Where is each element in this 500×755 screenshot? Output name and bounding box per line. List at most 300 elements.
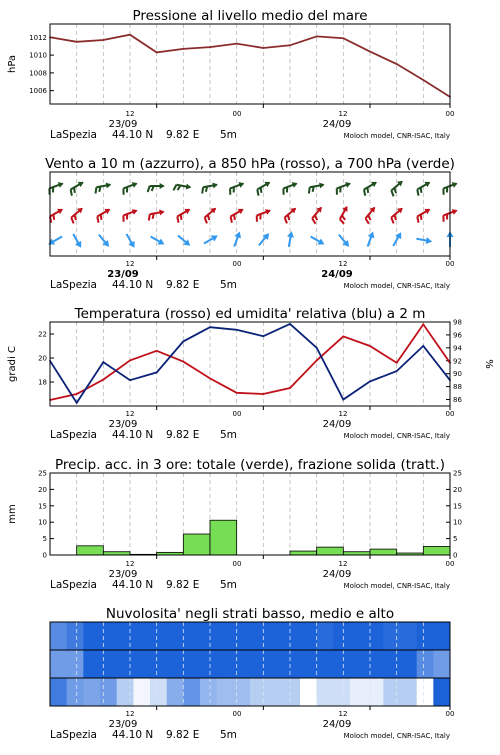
temperature-line-point [396, 362, 398, 364]
wind-barb [388, 179, 407, 197]
humidity-line-point [396, 370, 398, 372]
wind-barb [148, 183, 165, 192]
barb-head [319, 182, 325, 189]
wind-barb [201, 206, 220, 224]
precip-bar [423, 546, 450, 555]
pressure-line-point [342, 37, 344, 39]
y-tick-label-right: 90 [453, 370, 462, 379]
barb-flag [416, 190, 421, 196]
y-tick-label: 25 [38, 469, 47, 478]
cloud-cell [367, 678, 384, 706]
barb-head [186, 184, 192, 191]
humidity-line-point [236, 329, 238, 331]
barb-flag [283, 217, 288, 223]
y-tick-label: 0 [42, 551, 47, 560]
x-tick-label: 00 [445, 410, 455, 418]
wind-barb [68, 206, 87, 224]
y-tick-label: 20 [38, 485, 47, 494]
cloud-cell [433, 650, 450, 678]
cloud-cell [250, 678, 267, 706]
y-tick-label: 1006 [29, 87, 47, 96]
humidity-line-point [262, 335, 264, 337]
cloud-cell [267, 678, 284, 706]
station-lat: 44.10 N [112, 279, 154, 291]
cloud-cell [217, 678, 234, 706]
date-label: 24/09 [322, 419, 352, 430]
temp-ylabel: gradi C [7, 346, 18, 382]
station-elev: 5m [220, 729, 237, 741]
x-tick-label: 00 [232, 560, 242, 568]
pressure-line-point [209, 46, 211, 48]
precip-ylabel: mm [7, 504, 18, 524]
temperature-line-point [262, 393, 264, 395]
barb-flag [176, 217, 181, 223]
barb-head [452, 207, 459, 214]
barb-head [132, 207, 139, 214]
cloud-cell [383, 678, 400, 706]
precip-bar [317, 547, 344, 555]
station-lon: 9.82 E [166, 429, 200, 441]
wind-barb [47, 180, 66, 194]
barb-flag [148, 186, 150, 192]
station-name: LaSpezia [50, 279, 97, 291]
cloud-cell [150, 622, 167, 650]
temperature-line-point [209, 378, 211, 380]
y-tick-label: 20 [38, 354, 47, 363]
cloud-cell [83, 622, 100, 650]
wind-barb [362, 205, 380, 224]
y-tick-label-right: 20 [453, 485, 462, 494]
date-label: 23/09 [107, 269, 139, 280]
cloud-cell [267, 650, 284, 678]
cloud-cell [333, 678, 350, 706]
cloud-cell [150, 650, 167, 678]
model-credit: Moloch model, CNR-ISAC, Italy [343, 732, 450, 740]
wind-barb [173, 181, 191, 193]
y-tick-label-right: 92 [453, 357, 462, 366]
y-tick-label-right: 98 [453, 318, 462, 327]
cloud-cell [167, 622, 184, 650]
date-label: 23/09 [108, 569, 138, 580]
y-tick-label-right: 0 [453, 551, 458, 560]
precip-bar [290, 551, 317, 555]
y-tick-label: 1008 [29, 69, 47, 78]
barb-flag [390, 190, 395, 196]
cloud-cell [333, 650, 350, 678]
barb-head [371, 179, 378, 187]
wind-panel [45, 156, 459, 291]
cloud-cell [317, 678, 334, 706]
barb-head [264, 179, 271, 187]
temperature-line-point [129, 360, 131, 362]
cloud-cell [417, 650, 434, 678]
barb-flag [256, 190, 261, 196]
date-label: 24/09 [322, 119, 352, 130]
cloud-cell [300, 650, 317, 678]
temperature-line-point [102, 379, 104, 381]
humidity-line-point [76, 402, 78, 404]
temp-plot [38, 319, 462, 411]
cloud-cell [417, 678, 434, 706]
barb-head [184, 206, 191, 214]
barb-head [160, 183, 165, 189]
cloud-cell [100, 650, 117, 678]
cloud-cell [367, 650, 384, 678]
station-lat: 44.10 N [112, 579, 154, 591]
pressure-line-point [182, 48, 184, 50]
y-tick-label: 1010 [29, 51, 47, 60]
y-tick-label: 15 [38, 502, 47, 511]
temperature-line-point [156, 350, 158, 352]
pressure-line-point [102, 39, 104, 41]
barb-head [452, 180, 459, 187]
pressure-line-point [316, 36, 318, 38]
cloud-cell [200, 650, 217, 678]
cloud-cell [183, 650, 200, 678]
station-lon: 9.82 E [166, 579, 200, 591]
temperature-line-point [422, 324, 424, 326]
cloud-cell [233, 622, 250, 650]
humidity-ylabel: % [483, 359, 494, 369]
cloud-cell [67, 650, 84, 678]
precip-bar [183, 534, 210, 555]
x-tick-label: 12 [338, 560, 348, 568]
y-tick-label: 10 [38, 518, 47, 527]
cloud-cell [317, 650, 334, 678]
barb-head [57, 206, 64, 214]
humidity-line-point [209, 326, 211, 328]
wind-barb [388, 206, 407, 224]
station-name: LaSpezia [50, 429, 97, 441]
wind-barb [281, 206, 300, 224]
wind-barb [46, 233, 63, 247]
x-tick-label: 12 [338, 410, 348, 418]
cloud-cell [133, 678, 150, 706]
cloud-cell [283, 650, 300, 678]
wind-barb [256, 231, 272, 248]
x-tick-label: 12 [125, 260, 135, 268]
barb-head [159, 209, 165, 216]
temperature-line-point [316, 360, 318, 362]
wind-barb [149, 233, 166, 247]
cloud-cell [133, 650, 150, 678]
cloud-cell [167, 678, 184, 706]
cloud-cell [117, 678, 134, 706]
station-lat: 44.10 N [112, 129, 154, 141]
barb-flag [69, 190, 74, 196]
cloud-cell [117, 622, 134, 650]
temperature-line-point [236, 392, 238, 394]
y-tick-label-right: 88 [453, 383, 462, 392]
barb-head [238, 206, 245, 214]
cloud-cell [400, 650, 417, 678]
cloud-cell [217, 622, 234, 650]
cloud-cell [150, 678, 167, 706]
pressure-panel [7, 8, 454, 141]
barb-flag [122, 215, 126, 221]
barb-flag [367, 215, 372, 220]
cloud-cell [50, 622, 67, 650]
humidity-line-point [316, 347, 318, 349]
y-tick-label: 5 [42, 535, 47, 544]
barb-flag [335, 188, 339, 194]
x-tick-label: 12 [338, 260, 348, 268]
pressure-plot [29, 24, 451, 108]
cloud-cell [133, 622, 150, 650]
barb-flag [122, 188, 126, 194]
x-tick-label: 12 [125, 560, 135, 568]
x-tick-label: 00 [232, 410, 242, 418]
cloud-cell [300, 622, 317, 650]
cloud-cell [250, 622, 267, 650]
x-tick-label: 00 [445, 110, 455, 118]
x-tick-label: 12 [125, 710, 135, 718]
barb-flag [442, 215, 446, 221]
cloud-cell [200, 678, 217, 706]
station-lon: 9.82 E [166, 729, 200, 741]
cloud-cell [350, 622, 367, 650]
wind-barb [309, 233, 326, 247]
wind-arrow-head [158, 238, 167, 247]
date-label: 24/09 [322, 719, 352, 730]
barb-flag [255, 215, 259, 221]
station-elev: 5m [220, 429, 237, 441]
humidity-line-point [102, 361, 104, 363]
humidity-line [50, 324, 450, 403]
barb-flag [362, 190, 367, 196]
cloud-cell [300, 678, 317, 706]
pressure-frame [50, 24, 450, 104]
model-credit: Moloch model, CNR-ISAC, Italy [343, 432, 450, 440]
cloud-cell [183, 678, 200, 706]
model-credit: Moloch model, CNR-ISAC, Italy [343, 132, 450, 140]
station-elev: 5m [220, 129, 237, 141]
barb-flag [201, 187, 204, 193]
cloud-cell [283, 678, 300, 706]
barb-flag [203, 217, 208, 223]
temperature-line-point [182, 361, 184, 363]
cloud-cell [283, 622, 300, 650]
cloud-cell [250, 650, 267, 678]
x-tick-label: 00 [445, 710, 455, 718]
barb-flag [228, 188, 232, 194]
cloud-cell [167, 650, 184, 678]
cloud-cell [383, 622, 400, 650]
wind-title: Vento a 10 m (azzurro), a 850 hPa (rosso), a 700 hPa (verde) [45, 156, 455, 172]
pressure-title: Pressione al livello medio del mare [132, 8, 368, 24]
barb-head [58, 180, 65, 187]
wind-barb [416, 235, 433, 245]
barb-head [132, 180, 139, 187]
wind-arrow-head [318, 238, 327, 247]
barb-head [265, 207, 272, 214]
wind-barb [336, 232, 352, 249]
temp-panel [7, 306, 494, 441]
barb-head [212, 182, 218, 189]
cloud-cell [350, 650, 367, 678]
pressure-line-point [422, 79, 424, 81]
barb-flag [442, 188, 446, 194]
x-tick-label: 12 [125, 110, 135, 118]
precip-frame [50, 473, 450, 555]
x-tick-label: 00 [232, 110, 242, 118]
humidity-line-point [156, 372, 158, 374]
cloud-cell [333, 622, 350, 650]
humidity-line-point [182, 340, 184, 342]
x-tick-label: 00 [232, 260, 242, 268]
humidity-line-point [422, 345, 424, 347]
humidity-line-point [342, 399, 344, 401]
wind-plot [46, 172, 459, 260]
y-tick-label: 22 [38, 330, 47, 339]
wind-barb [96, 232, 112, 249]
barb-head [238, 180, 245, 187]
barb-flag [148, 214, 151, 220]
wind-arrow-head [46, 238, 55, 247]
wind-arrow-head [426, 237, 433, 245]
y-tick-label-right: 94 [453, 344, 462, 353]
humidity-line-point [129, 379, 131, 381]
x-tick-label: 12 [338, 710, 348, 718]
station-name: LaSpezia [50, 579, 97, 591]
y-tick-label: 1012 [29, 33, 47, 42]
barb-flag [96, 217, 101, 223]
cloud-cell [83, 678, 100, 706]
temperature-line [50, 324, 450, 400]
barb-flag [48, 217, 53, 223]
barb-flag [229, 217, 234, 223]
cloud-panel [50, 606, 454, 741]
station-lat: 44.10 N [112, 729, 154, 741]
barb-flag [308, 187, 311, 193]
temperature-line-point [369, 345, 371, 347]
precip-bar [210, 520, 237, 555]
pressure-line-point [236, 43, 238, 45]
station-name: LaSpezia [50, 729, 97, 741]
barb-head [424, 179, 431, 187]
cloud-cell [433, 678, 450, 706]
barb-head [345, 180, 352, 187]
wind-barb [202, 232, 219, 246]
cloud-cell [100, 678, 117, 706]
pressure-line-point [156, 52, 158, 54]
station-lat: 44.10 N [112, 429, 154, 441]
cloud-cell [50, 678, 67, 706]
cloud-cell [417, 622, 434, 650]
temperature-line-point [76, 393, 78, 395]
cloud-cell [350, 678, 367, 706]
station-elev: 5m [220, 579, 237, 591]
station-name: LaSpezia [50, 129, 97, 141]
pressure-line-point [369, 51, 371, 53]
pressure-line-point [396, 63, 398, 65]
temperature-line-point [289, 387, 291, 389]
station-elev: 5m [220, 279, 237, 291]
cloud-cell [183, 622, 200, 650]
date-label: 23/09 [108, 119, 138, 130]
temp-title: Temperatura (rosso) ed umidita' relativa (blu) a 2 m [74, 306, 426, 322]
date-label: 24/09 [322, 569, 352, 580]
pressure-line-point [76, 41, 78, 43]
cloud-cell [317, 622, 334, 650]
pressure-line-point [262, 47, 264, 49]
wind-arrow-head [211, 232, 220, 241]
y-tick-label-right: 5 [453, 535, 458, 544]
cloud-cell [367, 622, 384, 650]
precip-panel [7, 457, 462, 591]
barb-flag [416, 217, 421, 223]
pressure-line [50, 35, 450, 97]
x-tick-label: 00 [445, 260, 455, 268]
precip-title: Precip. acc. in 3 ore: totale (verde), frazione solida (tratt.) [55, 457, 445, 473]
x-tick-label: 12 [125, 410, 135, 418]
cloud-cell [400, 622, 417, 650]
pressure-line-point [129, 34, 131, 36]
barb-flag [313, 215, 318, 220]
wind-arrow-head [368, 230, 377, 238]
cloud-plot [50, 622, 450, 710]
x-tick-label: 12 [338, 110, 348, 118]
barb-head [424, 206, 431, 214]
barb-flag [282, 188, 286, 194]
wind-barb [336, 205, 352, 224]
x-tick-label: 00 [445, 560, 455, 568]
temperature-line-point [342, 336, 344, 338]
cloud-cell [83, 650, 100, 678]
cloud-cell [233, 678, 250, 706]
barb-flag [94, 187, 97, 193]
x-tick-label: 00 [232, 710, 242, 718]
barb-flag [390, 217, 395, 223]
y-tick-label-right: 86 [453, 396, 462, 405]
wind-barb [176, 233, 193, 249]
barb-head [292, 180, 299, 187]
cloud-cell [67, 678, 84, 706]
cloud-cell [433, 622, 450, 650]
precip-bar [77, 546, 104, 555]
cloud-cell [117, 650, 134, 678]
wind-arrow-head [287, 231, 295, 238]
cloud-cell [233, 650, 250, 678]
wind-barb [123, 232, 137, 249]
y-tick-label-right: 96 [453, 331, 462, 340]
cloud-cell [400, 678, 417, 706]
date-label: 23/09 [108, 419, 138, 430]
date-label: 24/09 [321, 269, 353, 280]
model-credit: Moloch model, CNR-ISAC, Italy [343, 282, 450, 290]
cloud-cell [200, 622, 217, 650]
date-label: 23/09 [108, 719, 138, 730]
barb-head [106, 182, 112, 189]
y-tick-label-right: 25 [453, 469, 462, 478]
wind-barb [390, 230, 404, 247]
precip-plot [38, 470, 462, 560]
cloud-cell [50, 650, 67, 678]
humidity-line-point [289, 323, 291, 325]
cloud-cell [217, 650, 234, 678]
barb-head [78, 179, 85, 187]
barb-head [104, 206, 111, 214]
cloud-cell [67, 622, 84, 650]
precip-bar [370, 549, 397, 555]
model-credit: Moloch model, CNR-ISAC, Italy [343, 582, 450, 590]
cloud-cell [267, 622, 284, 650]
y-tick-label-right: 15 [453, 502, 462, 511]
station-lon: 9.82 E [166, 129, 200, 141]
cloud-cell [383, 650, 400, 678]
barb-flag [173, 184, 176, 190]
cloud-cell [100, 622, 117, 650]
